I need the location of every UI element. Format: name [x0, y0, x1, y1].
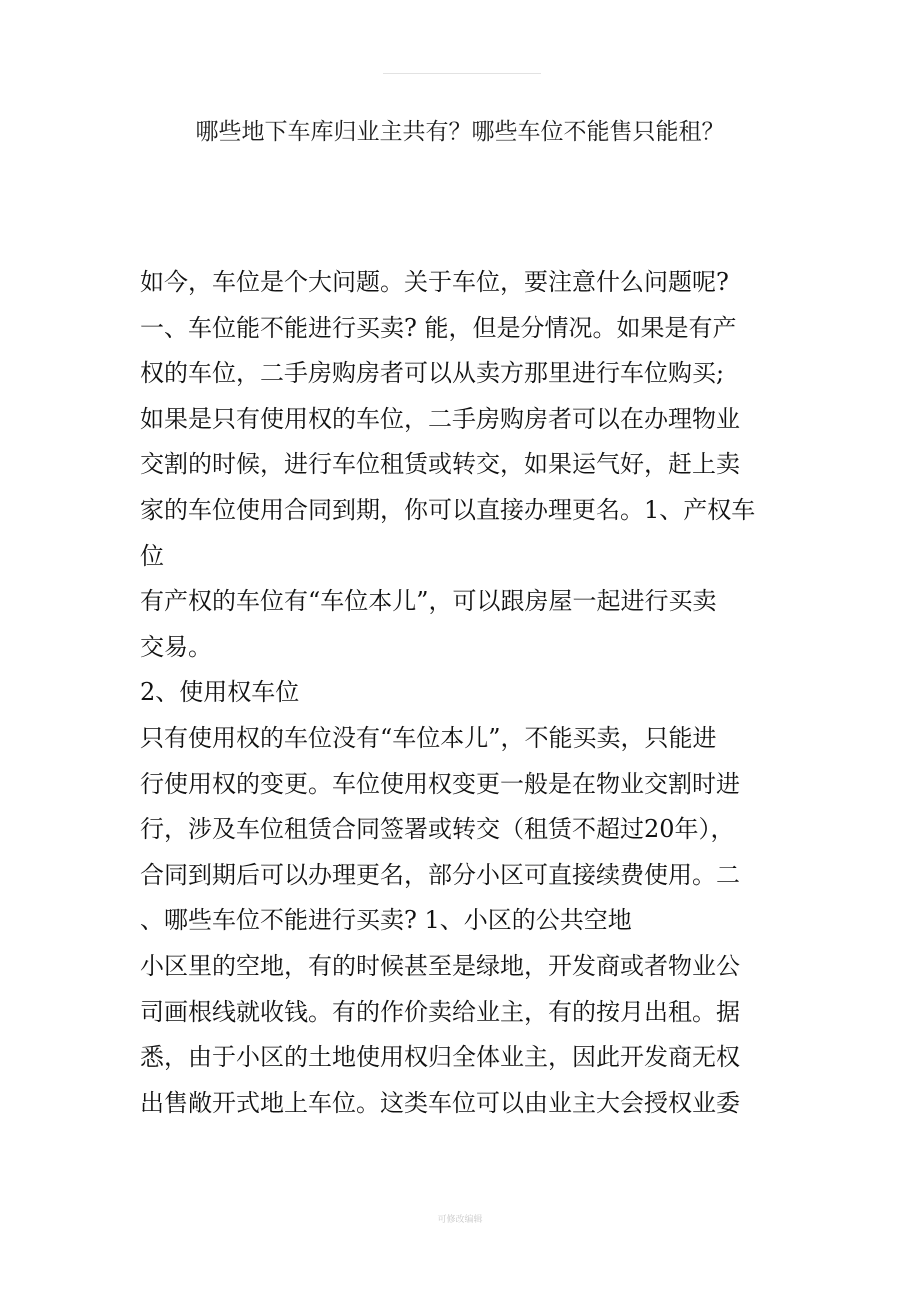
document-title: 哪些地下车库归业主共有？哪些车位不能售只能租？ [195, 119, 725, 145]
body-line: 司画根线就收钱。有的作价卖给业主，有的按月出租。据 [140, 997, 740, 1026]
body-line: 只有使用权的车位没有“车位本儿”，不能买卖，只能进 [140, 723, 717, 752]
body-line: 有产权的车位有“车位本儿”，可以跟房屋一起进行买卖 [140, 587, 717, 616]
body-line: 家的车位使用合同到期，你可以直接办理更名。1、产权车 [140, 495, 756, 524]
body-line: 位 [140, 541, 164, 570]
document-body [140, 260, 780, 1126]
body-line: 悉，由于小区的土地使用权归全体业主，因此开发商无权 [140, 1043, 740, 1072]
body-line: 如今，车位是个大问题。关于车位，要注意什么问题呢? [140, 268, 729, 296]
body-line: 2、使用权车位 [140, 678, 300, 707]
body-line: 小区里的空地，有的时候甚至是绿地，开发商或者物业公 [140, 951, 740, 980]
body-line: 交割的时候，进行车位租赁或转交，如果运气好，赶上卖 [140, 450, 740, 479]
body-line: 行使用权的变更。车位使用权变更一般是在物业交割时进 [140, 769, 740, 798]
body-line: 、哪些车位不能进行买卖? 1、小区的公共空地 [140, 906, 632, 935]
body-line: 出售敞开式地上车位。这类车位可以由业主大会授权业委 [140, 1088, 740, 1117]
body-line: 一、车位能不能进行买卖? 能，但是分情况。如果是有产 [140, 313, 737, 342]
body-line: 如果是只有使用权的车位，二手房购房者可以在办理物业 [140, 404, 740, 433]
body-line: 行，涉及车位租赁合同签署或转交（租赁不超过20年）， [140, 815, 735, 844]
header-rule [383, 73, 541, 74]
body-line: 交易。 [140, 632, 212, 661]
body-line: 合同到期后可以办理更名，部分小区可直接续费使用。二 [140, 860, 740, 889]
footer-watermark: 可修改编辑 [437, 1215, 483, 1225]
body-line: 权的车位，二手房购房者可以从卖方那里进行车位购买; [140, 359, 725, 388]
